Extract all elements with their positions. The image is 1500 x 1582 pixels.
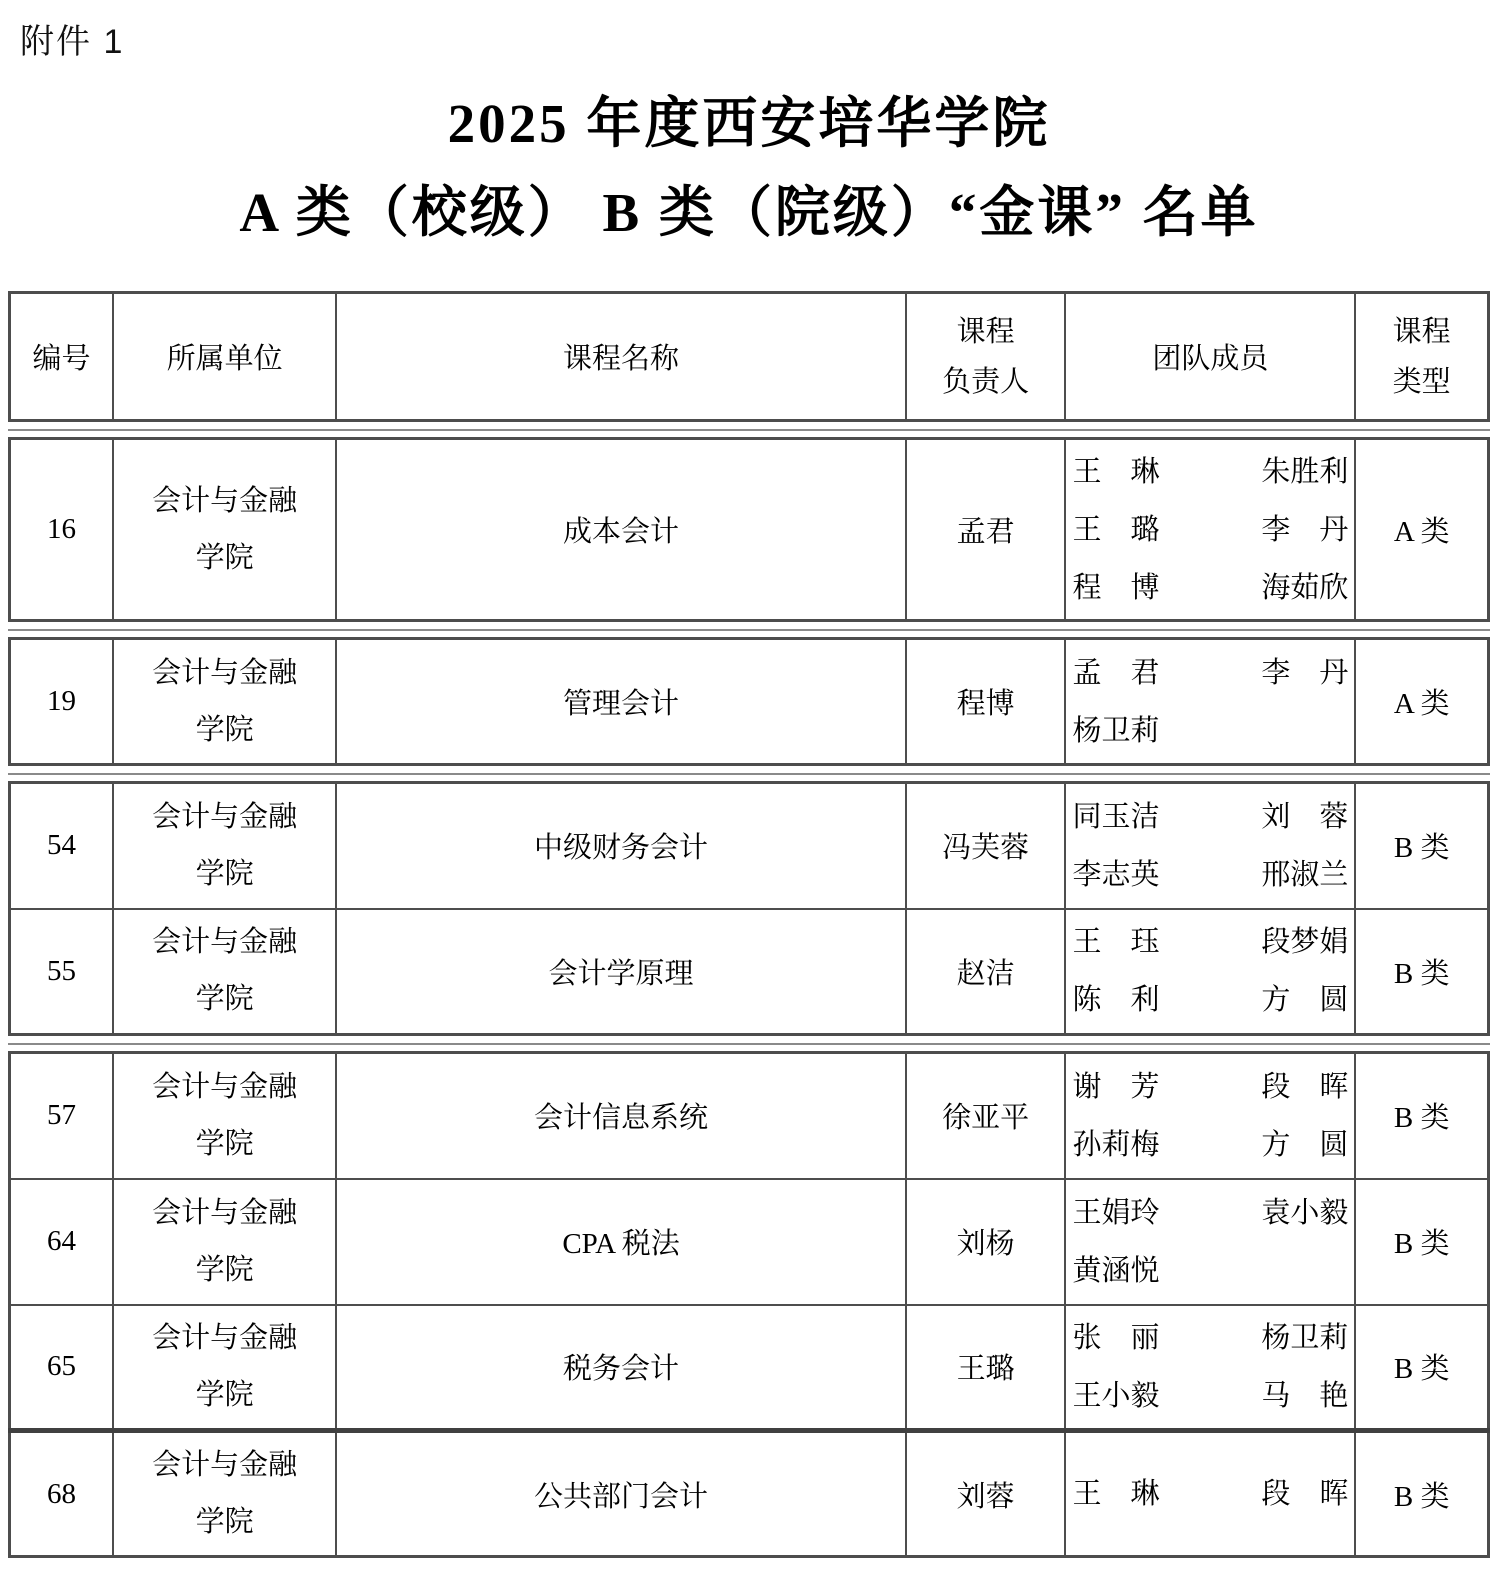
team-member: 段梦娟 (1261, 926, 1349, 959)
cell-leader: 刘蓉 (906, 1431, 1066, 1557)
header-cell-course: 课程名称 (336, 293, 905, 421)
table-row (10, 783, 1489, 909)
unit-line: 学院 (195, 1506, 254, 1539)
team-line (1072, 971, 1348, 1029)
team-member: 张 丽 (1072, 1321, 1160, 1354)
title-line-1: 2025 年度西安培华学院 (447, 93, 1051, 154)
cell-course-name: 公共部门会计 (336, 1431, 905, 1557)
team-line (1072, 559, 1348, 617)
cell-course-name: 会计信息系统 (336, 1053, 905, 1179)
header-cell-unit: 所属单位 (113, 293, 336, 421)
team-member: 王 璐 (1072, 513, 1160, 546)
cell-team (1065, 1053, 1355, 1179)
table-fragment (8, 781, 1490, 1036)
team-member: 王娟玲 (1072, 1196, 1160, 1229)
cell-unit (113, 639, 336, 765)
header-cell-team: 团队成员 (1065, 293, 1355, 421)
unit-line: 会计与金融 (152, 926, 298, 959)
cell-course-type: B 类 (1355, 1179, 1488, 1305)
unit-line: 学院 (195, 1253, 254, 1286)
cell-course-type: B 类 (1355, 1431, 1488, 1557)
team-member: 王小毅 (1072, 1379, 1160, 1412)
team-member: 孟 君 (1072, 656, 1160, 689)
unit-line: 学院 (195, 1378, 254, 1411)
cell-leader: 刘杨 (906, 1179, 1066, 1305)
cell-leader: 徐亚平 (906, 1053, 1066, 1179)
cell-course-type: B 类 (1355, 1053, 1488, 1179)
unit-line: 学院 (195, 1127, 254, 1160)
team-line (1072, 1184, 1348, 1242)
header-cell-leader (906, 293, 1066, 421)
cell-index: 57 (10, 1053, 114, 1179)
cell-team (1065, 439, 1355, 621)
table-fragment (8, 437, 1490, 622)
header-cell-id: 编号 (10, 293, 114, 421)
cell-team (1065, 1431, 1355, 1557)
unit-line: 会计与金融 (152, 484, 298, 517)
table-header-fragment (8, 291, 1490, 422)
unit-line: 学院 (195, 541, 254, 574)
team-line (1072, 846, 1348, 904)
fragment-gap (8, 766, 1490, 781)
fragment-gap (8, 1036, 1490, 1051)
cell-team (1065, 1305, 1355, 1431)
cell-unit (113, 1053, 336, 1179)
cell-unit (113, 439, 336, 621)
team-line (1072, 501, 1348, 559)
team-member: 王 琳 (1072, 455, 1160, 488)
table-row (10, 909, 1489, 1035)
team-line (1072, 644, 1348, 702)
header-leader-line1: 课程 (956, 315, 1015, 348)
table-row (10, 1431, 1489, 1557)
cell-index: 54 (10, 783, 114, 909)
team-member: 段 晖 (1261, 1070, 1349, 1103)
unit-line: 会计与金融 (152, 1070, 298, 1103)
cell-unit (113, 1179, 336, 1305)
team-member: 方 圆 (1261, 984, 1349, 1017)
team-member: 程 博 (1072, 571, 1160, 604)
team-member: 谢 芳 (1072, 1070, 1160, 1103)
team-line (1072, 1242, 1348, 1300)
table-body-fragments (8, 422, 1490, 1558)
unit-line: 会计与金融 (152, 1321, 298, 1354)
cell-course-name: 管理会计 (336, 639, 905, 765)
team-member: 刘 蓉 (1261, 800, 1349, 833)
cell-course-name: 会计学原理 (336, 909, 905, 1035)
team-member: 李志英 (1072, 858, 1160, 891)
table-row (10, 439, 1489, 621)
cell-course-name: 成本会计 (336, 439, 905, 621)
course-table (8, 291, 1490, 1558)
cell-leader: 赵洁 (906, 909, 1066, 1035)
cell-course-type: B 类 (1355, 1305, 1488, 1431)
team-line (1072, 443, 1348, 501)
header-type-line1: 课程 (1392, 315, 1451, 348)
table-row (10, 1305, 1489, 1431)
table-header-row (10, 293, 1489, 421)
document-title (8, 79, 1490, 257)
team-member: 王 珏 (1072, 926, 1160, 959)
fragment-gap-line (8, 629, 1490, 631)
unit-line: 学院 (195, 983, 254, 1016)
table-fragment (8, 1051, 1490, 1558)
fragment-gap-line (8, 773, 1490, 775)
team-line (1072, 1465, 1348, 1523)
cell-unit (113, 909, 336, 1035)
header-cell-type (1355, 293, 1488, 421)
table-row (10, 1053, 1489, 1179)
fragment-gap (8, 422, 1490, 437)
team-line (1072, 788, 1348, 846)
team-member: 黄涵悦 (1072, 1254, 1160, 1287)
cell-index: 16 (10, 439, 114, 621)
unit-line: 学院 (195, 713, 254, 746)
team-member: 邢淑兰 (1261, 858, 1349, 891)
unit-line: 会计与金融 (152, 1196, 298, 1229)
team-member: 袁小毅 (1261, 1196, 1349, 1229)
team-member: 段 晖 (1261, 1478, 1349, 1511)
cell-course-type: A 类 (1355, 639, 1488, 765)
team-member: 同玉洁 (1072, 800, 1160, 833)
fragment-gap-line (8, 1043, 1490, 1045)
fragment-gap-line (8, 429, 1490, 431)
cell-team (1065, 1179, 1355, 1305)
cell-course-name: 税务会计 (336, 1305, 905, 1431)
team-line (1072, 1367, 1348, 1425)
unit-line: 会计与金融 (152, 1449, 298, 1482)
cell-course-type: A 类 (1355, 439, 1488, 621)
cell-team (1065, 639, 1355, 765)
team-line (1072, 1116, 1348, 1174)
unit-line: 学院 (195, 857, 254, 890)
attachment-label: 附件 1 (20, 23, 125, 61)
fragment-gap (8, 622, 1490, 637)
team-member: 杨卫莉 (1261, 1321, 1349, 1354)
team-member: 杨卫莉 (1072, 714, 1160, 747)
team-line (1072, 1058, 1348, 1116)
table-fragment (8, 637, 1490, 766)
cell-course-name: 中级财务会计 (336, 783, 905, 909)
cell-course-type: B 类 (1355, 909, 1488, 1035)
cell-leader: 冯芙蓉 (906, 783, 1066, 909)
cell-leader: 孟君 (906, 439, 1066, 621)
cell-course-name: CPA 税法 (336, 1179, 905, 1305)
unit-line: 会计与金融 (152, 800, 298, 833)
team-member: 方 圆 (1261, 1128, 1349, 1161)
cell-index: 64 (10, 1179, 114, 1305)
cell-leader: 王璐 (906, 1305, 1066, 1431)
team-member: 朱胜利 (1261, 455, 1349, 488)
team-member: 孙莉梅 (1072, 1128, 1160, 1161)
table-row (10, 1179, 1489, 1305)
cell-index: 68 (10, 1431, 114, 1557)
team-member: 李 丹 (1261, 513, 1349, 546)
title-line-2: A 类（校级） B 类（院级）“金课” 名单 (239, 182, 1259, 244)
cell-unit (113, 1431, 336, 1557)
cell-index: 19 (10, 639, 114, 765)
team-member: 马 艳 (1261, 1379, 1349, 1412)
team-member: 李 丹 (1261, 656, 1349, 689)
cell-index: 65 (10, 1305, 114, 1431)
cell-index: 55 (10, 909, 114, 1035)
team-member: 陈 利 (1072, 984, 1160, 1017)
team-line (1072, 1309, 1348, 1367)
cell-team (1065, 783, 1355, 909)
cell-unit (113, 783, 336, 909)
table-row (10, 639, 1489, 765)
cell-unit (113, 1305, 336, 1431)
header-type-line2: 类型 (1392, 365, 1451, 398)
team-line (1072, 702, 1348, 760)
team-line (1072, 913, 1348, 971)
cell-team (1065, 909, 1355, 1035)
header-leader-line2: 负责人 (942, 365, 1030, 398)
cell-leader: 程博 (906, 639, 1066, 765)
cell-course-type: B 类 (1355, 783, 1488, 909)
team-member: 海茹欣 (1261, 571, 1349, 604)
team-member: 王 琳 (1072, 1478, 1160, 1511)
unit-line: 会计与金融 (152, 656, 298, 689)
